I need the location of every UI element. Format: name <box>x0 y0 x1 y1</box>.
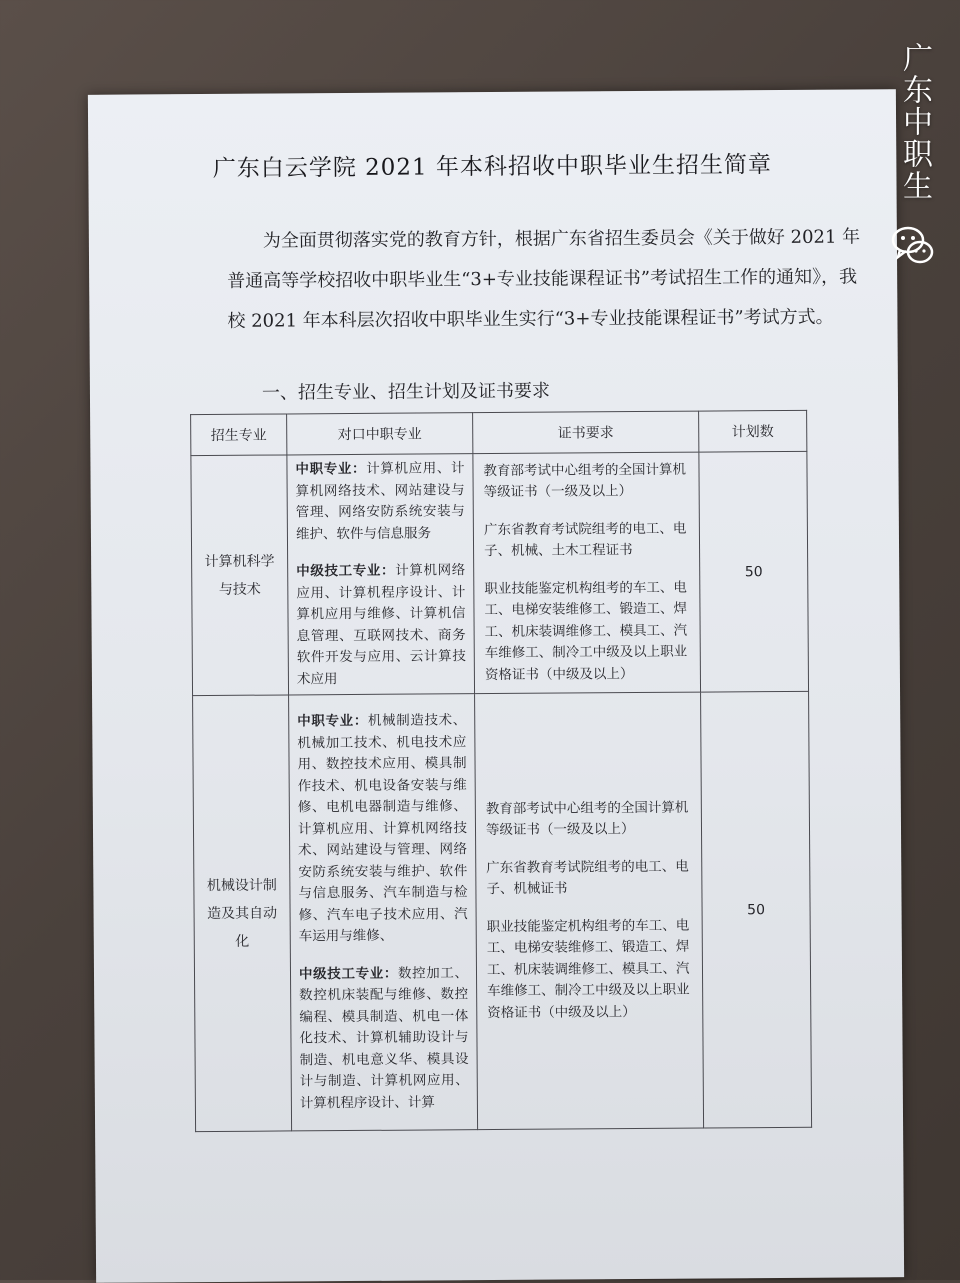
specialty-text: 机械制造技术、机械加工技术、机电技术应用、数控技术应用、模具制作技术、机电设备安装与维修、电机电器制造与维修、计算机应用、计算机网络技术、网站建设与管理、网络安防系统安装与维护、软件与信息服务、汽车制造与检修、汽车电子技术应用、汽车运用与维修、 <box>297 712 468 945</box>
specialty-block <box>295 458 465 545</box>
header-specialty: 对口中职专业 <box>287 413 473 455</box>
watermark <box>892 42 932 282</box>
specialty-label: 中职专业： <box>297 712 368 730</box>
section-heading: 一、招生专业、招生计划及证书要求 <box>261 380 551 404</box>
header-plan: 计划数 <box>699 410 807 452</box>
certificate-cell <box>473 452 701 694</box>
plan-count: 50 <box>701 691 812 1128</box>
specialty-label: 中级技工专业： <box>298 965 399 982</box>
wechat-icon <box>890 222 936 268</box>
major-cell: 机械设计制造及其自动化 <box>193 695 292 1132</box>
enrollment-table <box>190 410 812 1132</box>
major-cell: 计算机科学与技术 <box>191 455 289 696</box>
watermark-text: 广东中职生 <box>897 42 932 202</box>
header-major: 招生专业 <box>191 414 287 456</box>
certificate-item: 广东省教育考试院组考的电工、电子、机械证书 <box>486 858 689 898</box>
specialty-label: 中职专业： <box>295 460 367 478</box>
specialty-text: 数控加工、数控机床装配与维修、数控编程、模具制造、机电一体化技术、计算机辅助设计与制造、机电意义华、模具设计与制造、计算机网应用、计算机程序设计、计算 <box>299 964 469 1111</box>
specialty-block <box>299 963 469 1115</box>
specialty-block <box>297 710 468 948</box>
plan-count: 50 <box>699 451 809 692</box>
intro-paragraph: 为全面贯彻落实党的教育方针，根据广东省招生委员会《关于做好 2021 年普通高等学校招收中职毕业生“3+专业技能课程证书”考试招生工作的通知》，我校 2021 年本科层次招收中职毕业生实行“3+专业技能课程证书”考试方式。 <box>227 226 861 332</box>
certificate-item: 教育部考试中心组考的全国计算机等级证书（一级及以上） <box>485 799 689 839</box>
specialty-text: 计算机网络应用、计算机程序设计、计算机应用与维修、计算机信息管理、互联网技术、商务软件开发与应用、云计算技术应用 <box>296 562 466 687</box>
specialty-label: 中级技工专业： <box>296 562 396 580</box>
certificate-item: 职业技能鉴定机构组考的车工、电工、电梯安装维修工、锻造工、焊工、机床装调维修工、模具工、汽车维修工、制冷工中级及以上职业资格证书（中级及以上） <box>484 579 688 683</box>
certificate-item: 教育部考试中心组考的全国计算机等级证书（一级及以上） <box>483 461 687 501</box>
specialty-text: 计算机应用、计算机网络技术、网站建设与管理、网络安防系统安装与维护、软件与信息服务 <box>295 460 465 542</box>
certificate-cell <box>475 692 704 1130</box>
header-certificate: 证书要求 <box>473 411 699 454</box>
specialty-cell <box>287 454 475 695</box>
document-title: 广东白云学院 2021 年本科招收中职毕业生招生简章 <box>212 152 773 182</box>
table-header-row <box>191 410 807 455</box>
table-row <box>193 691 812 1131</box>
specialty-block <box>296 560 466 690</box>
document-page <box>88 89 904 1283</box>
certificate-item: 广东省教育考试院组考的电工、电子、机械、土木工程证书 <box>483 520 687 560</box>
specialty-cell <box>289 694 478 1131</box>
certificate-item: 职业技能鉴定机构组考的车工、电工、电梯安装维修工、锻造工、焊工、机床装调维修工、模具工、汽车维修工、制冷工中级及以上职业资格证书（中级及以上） <box>486 917 690 1021</box>
table-row <box>191 451 809 695</box>
